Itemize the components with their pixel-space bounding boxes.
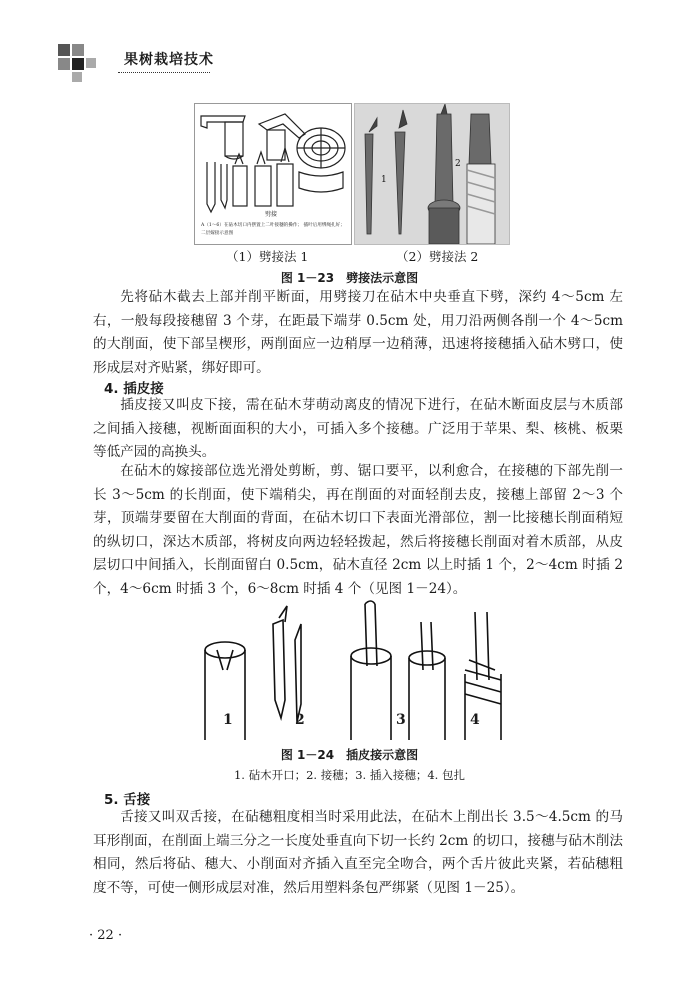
paragraph-bark-graft-intro: 插皮接又叫皮下接，需在砧木芽萌动离皮的情况下进行，在砧木断面皮层与木质部之间插入接穗，视断面面积的大小，可插入多个接穗。广泛用于苹果、梨、核桃、板栗等低产园的高换头。 <box>93 397 623 461</box>
fig24-label-4: 4 <box>470 712 480 728</box>
inset-caption: 劈接 <box>265 211 278 218</box>
figure-sub-caption-left: （1）劈接法 1 <box>226 249 309 264</box>
figure-1-23 <box>194 103 509 243</box>
figure-1-24-bark-graft <box>195 600 507 740</box>
figure-1-24-caption: 图 1－24 插皮接示意图 <box>280 748 419 762</box>
cleft-graft-photo-drawing <box>355 104 509 244</box>
paragraph-tongue-graft: 舌接又叫双舌接，在砧穗粗度相当时采用此法，在砧木上削出长 3.5～4.5cm 的马耳形削面，在削面上端三分之一长度处垂直向下切一长约 2cm 的切口，接穗与砧木削法相同，然后将砧、穗大、小削面对齐插入直至完全吻合，两个舌片彼此夹紧，若砧穗粗度不等，可使一侧形成层对准，然后用塑料条包严绑紧（见图 1－25）。 <box>93 809 623 896</box>
header-logo-squares <box>58 44 98 84</box>
figure-1-24-legend: 1. 砧木开口；2. 接穗；3. 插入接穗；4. 包扎 <box>233 768 465 782</box>
section-heading-tongue-graft: 5. 舌接 <box>104 792 151 808</box>
cleft-graft-drawing <box>195 104 351 244</box>
page-number: · 22 · <box>89 928 123 943</box>
photo-label-1: 1 <box>381 175 387 185</box>
header-dotted-rule <box>118 72 210 73</box>
paragraph-cleft-graft-method: 先将砧木截去上部并削平断面，用劈接刀在砧木中央垂直下劈，深约 4～5cm 左右，一般每段接穗留 3 个芽，在距最下端芽 0.5cm 处，用刀沿两侧各削一个 4～5cm 的大削面，使下部呈楔形，两削面应一边稍厚一边稍薄，迅速将接穗插入砧木劈口，使形成层对齐贴紧，绑好即可。 <box>93 289 623 376</box>
figure-sub-caption-right: （2）劈接法 2 <box>396 249 479 264</box>
cleft-graft-diagram-1 <box>194 103 352 245</box>
inset-note-1: A（1～6）在砧木切口内摆置上二叶接穗的操作； 插叶后用绑绳扎好； <box>201 223 345 228</box>
figure-1-23-caption: 图 1－23 劈接法示意图 <box>280 271 419 285</box>
photo-label-2: 2 <box>455 159 461 169</box>
running-header-title: 果树栽培技术 <box>124 52 214 68</box>
inset-note-2: 二层嫁接示意图 <box>201 231 234 236</box>
fig24-label-1: 1 <box>223 712 233 728</box>
cleft-graft-photo-2 <box>354 103 510 245</box>
section-heading-bark-graft: 4. 插皮接 <box>104 381 164 397</box>
fig24-label-3: 3 <box>396 712 406 728</box>
fig24-label-2: 2 <box>295 712 305 728</box>
paragraph-bark-graft-steps: 在砧木的嫁接部位选光滑处剪断，剪、锯口要平，以利愈合，在接穗的下部先削一长 3～5cm 的长削面，使下端稍尖，再在削面的对面轻削去皮，接穗上部留 2～3 个芽，顶端芽要留在大削面的背面，在砧木切口下表面光滑部位，割一比接穗长削面稍短的纵切口，深达木质部，将树皮向两边轻轻拨起，然后将接穗长削面对着木质部，从皮层切口中间插入，长削面留白 0.5cm，砧木直径 2cm 以上时插 1 个，2～4cm 时插 2 个，4～6cm 时插 3 个，6～8cm 时插 4 个（见图 1－24）。 <box>93 463 623 597</box>
